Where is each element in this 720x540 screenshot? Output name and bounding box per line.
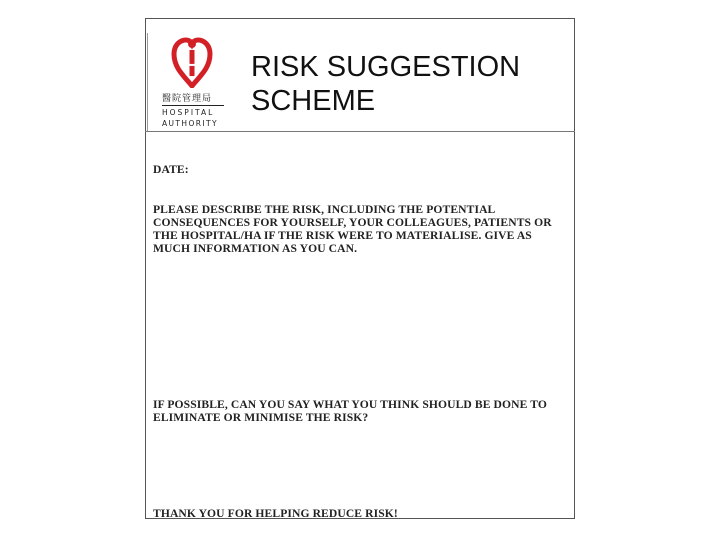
date-label: DATE:	[153, 163, 189, 176]
header-left-border	[147, 33, 148, 131]
hospital-authority-logo	[160, 36, 228, 130]
logo-divider	[162, 105, 224, 106]
thank-you-label: THANK YOU FOR HELPING REDUCE RISK!	[153, 507, 398, 520]
logo-english-line1: HOSPITAL	[162, 108, 215, 117]
form-title: RISK SUGGESTION SCHEME	[251, 51, 521, 117]
header-divider	[145, 131, 575, 132]
describe-risk-label: PLEASE DESCRIBE THE RISK, INCLUDING THE POTENTIAL CONSEQUENCES FOR YOURSELF, YOUR COLLEAGUES, PATIENTS OR THE HOSPITAL/HA IF THE RISK WERE TO MATERIALISE. GIVE AS MUCH INFORMATION AS YOU CAN.	[153, 203, 552, 255]
logo-chinese-name: 醫院管理局	[162, 94, 213, 104]
suggestion-label: IF POSSIBLE, CAN YOU SAY WHAT YOU THINK SHOULD BE DONE TO ELIMINATE OR MINIMISE THE RISK?	[153, 398, 547, 424]
logo-english-line2: AUTHORITY	[162, 119, 218, 128]
hospital-authority-heart-icon	[170, 36, 214, 88]
